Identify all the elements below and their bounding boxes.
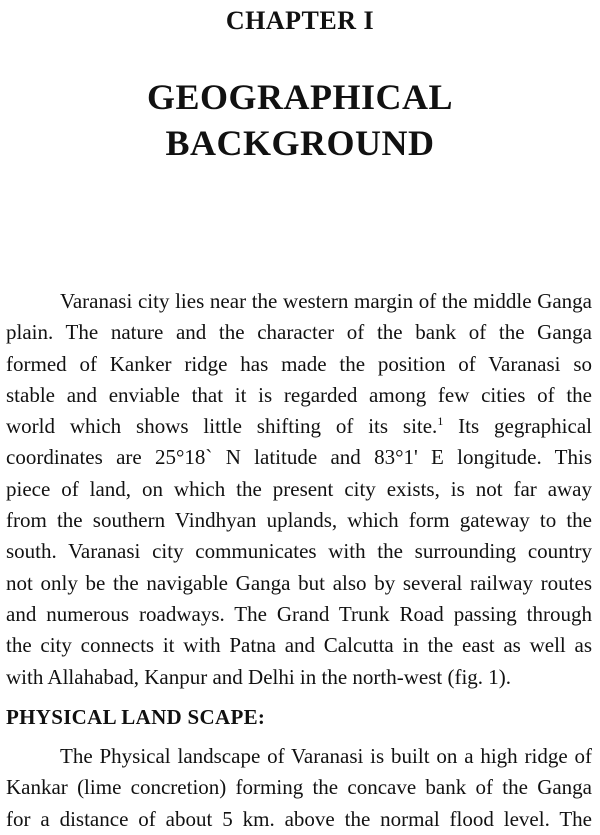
chapter-label: CHAPTER I (225, 6, 375, 35)
paragraph-line: Varanasi city lies near the western margin of the middle Ganga (60, 289, 592, 313)
paragraph-line: piece of land, on which the present city exists, is not far away (6, 476, 592, 501)
paragraph-line: stable and enviable that it is regarded among few cities of the (6, 382, 592, 407)
paragraph-line: Kankar (lime concretion) forming the concave bank of the Ganga (6, 775, 592, 800)
paragraph-varanasi-location (6, 286, 592, 693)
paragraph-line: not only be the navigable Ganga but also by several railway routes (6, 570, 592, 595)
chapter-title-line-2: BACKGROUND (165, 123, 435, 163)
paragraph-line: The Physical landscape of Varanasi is built on a high ridge of (60, 744, 592, 768)
paragraph-line: south. Varanasi city communicates with the surrounding country (6, 539, 592, 564)
footnote-reference: 1 (437, 414, 444, 429)
chapter-title (0, 74, 600, 166)
paragraph-line: and numerous roadways. The Grand Trunk Road passing through (6, 601, 592, 626)
section-heading: PHYSICAL LAND SCAPE: (6, 705, 266, 729)
line-text: world which shows little shifting of its site. (6, 414, 438, 439)
paragraph-line: formed of Kanker ridge has made the position of Varanasi so (6, 351, 592, 376)
paragraph-line: coordinates are 25°18` N latitude and 83°1' E longitude. This (6, 445, 592, 470)
paragraph-line: the city connects it with Patna and Calcutta in the east as well as (6, 633, 592, 658)
paragraph-line: with Allahabad, Kanpur and Delhi in the north-west (fig. 1). (6, 664, 512, 689)
line-text: Its gegraphical (443, 414, 592, 439)
paragraph-line: plain. The nature and the character of the bank of the Ganga (6, 320, 592, 345)
chapter-title-line-1: GEOGRAPHICAL (146, 77, 454, 117)
paragraph-line: from the southern Vindhyan uplands, which form gateway to the (6, 508, 592, 533)
paragraph-line: for a distance of about 5 km. above the normal flood level. The (6, 806, 592, 831)
paragraph-physical-landscape (6, 741, 592, 835)
paragraph-line (6, 411, 592, 442)
